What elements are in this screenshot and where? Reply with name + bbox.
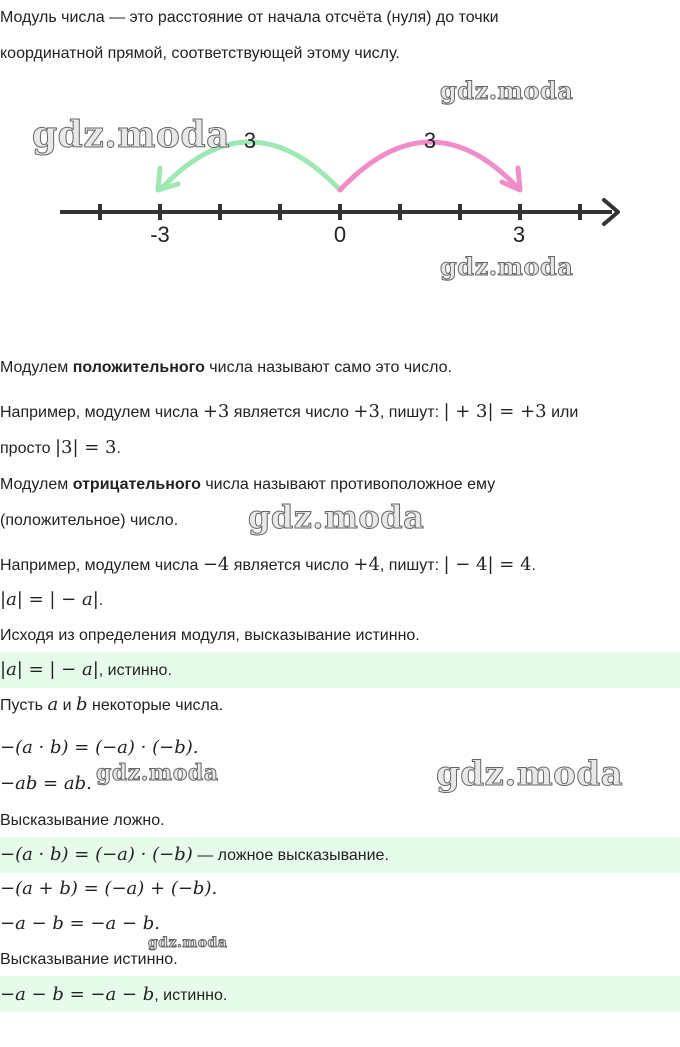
left-arc-label: 3 — [243, 128, 257, 153]
intro-line-1: Модуль числа — это расстояние от начала отсчёта (нуля) до точки — [0, 9, 499, 26]
positive-definition: Модулем положительного числа называют само это число. — [0, 359, 452, 376]
positive-bold: положительного — [72, 359, 205, 376]
let-statement: Пусть a и b некоторые числа. — [0, 694, 224, 715]
formula-product-simplified: −ab = ab. — [0, 773, 92, 794]
formula-product: −(a · b) = (−a) · (−b). — [0, 737, 199, 758]
tick-label-neg3: -3 — [150, 222, 170, 247]
watermark: gdz.moda — [32, 114, 230, 156]
example1-line2: просто |3| = 3. — [0, 437, 121, 458]
watermark: gdz.moda — [440, 76, 574, 105]
answer-3: −a − b = −a − b, истинно. — [0, 984, 228, 1005]
watermark: gdz.moda — [436, 754, 624, 794]
formula-modulus: |a| = | − a|. — [0, 589, 104, 610]
watermark: gdz.moda — [248, 498, 425, 536]
intro-line-2: координатной прямой, соответствующей этому числу. — [0, 45, 400, 62]
answer-2: −(a · b) = (−a) · (−b) — ложное высказывание. — [0, 844, 389, 865]
formula-sum: −(a + b) = (−a) + (−b). — [0, 878, 218, 899]
example2-line: Например, модулем числа −4 является число +4, пишут: | − 4| = 4. — [0, 554, 536, 575]
negative-definition-line2: (положительное) число. — [0, 512, 179, 529]
negative-bold: отрицательного — [72, 476, 201, 493]
tick-label-0: 0 — [333, 222, 347, 247]
watermark: gdz.moda — [96, 760, 219, 786]
formula-sum-simplified: −a − b = −a − b. — [0, 913, 160, 934]
statement-false: Высказывание ложно. — [0, 812, 165, 829]
answer-1: |a| = | − a|, истинно. — [0, 659, 172, 680]
example1-line1: Например, модулем числа +3 является число +3, пишут: | + 3| = +3 или — [0, 401, 579, 422]
watermark: gdz.moda — [440, 252, 574, 281]
right-arc-label: 3 — [423, 128, 437, 153]
watermark: gdz.moda — [148, 935, 228, 951]
conclusion-true: Исходя из определения модуля, высказывание истинно. — [0, 627, 420, 644]
statement-true: Высказывание истинно. — [0, 951, 178, 968]
negative-definition: Модулем отрицательного числа называют противоположное ему — [0, 476, 496, 493]
tick-label-3: 3 — [512, 222, 526, 247]
